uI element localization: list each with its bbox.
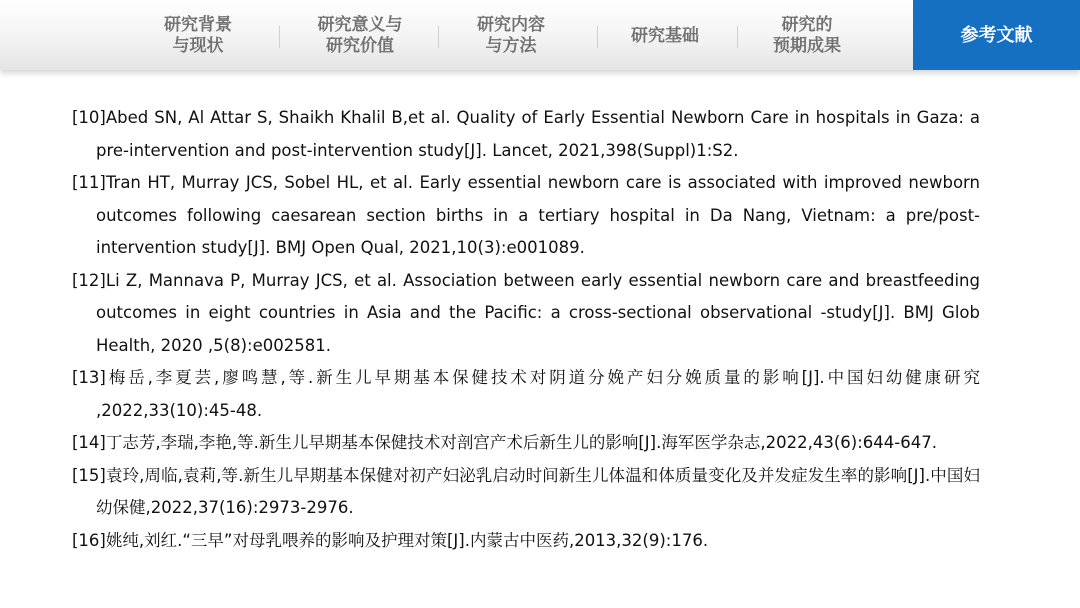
tab-divider bbox=[737, 26, 738, 48]
tab-label-line2: 与方法 bbox=[485, 36, 537, 55]
reference-text: 丁志芳,李瑞,李艳,等.新生儿早期基本保健技术对剖宫产术后新生儿的影响[J].海军医学杂志,2022,43(6):644-647. bbox=[105, 433, 937, 452]
tab-references[interactable] bbox=[913, 0, 1080, 70]
reference-number: [13] bbox=[72, 368, 106, 387]
reference-item bbox=[72, 460, 980, 525]
reference-number: [16] bbox=[72, 530, 106, 550]
reference-text: 姚纯,刘红.“三早”对母乳喂养的影响及护理对策[J].内蒙古中医药,2013,32(9):176. bbox=[105, 530, 709, 550]
reference-item bbox=[72, 265, 980, 363]
reference-number: [12] bbox=[72, 270, 106, 290]
reference-item bbox=[72, 525, 980, 558]
tab-expected-results[interactable] bbox=[742, 0, 872, 70]
reference-text: 梅岳,李夏芸,廖鸣慧,等.新生儿早期基本保健技术对阴道分娩产妇分娩质量的影响[J].中国妇幼健康研究 ,2022,33(10):45-48. bbox=[96, 368, 980, 420]
reference-number: [10] bbox=[72, 108, 106, 127]
tab-research-significance[interactable] bbox=[290, 0, 430, 70]
tab-divider bbox=[279, 26, 280, 48]
tab-research-background[interactable] bbox=[128, 0, 268, 70]
reference-item bbox=[72, 102, 980, 167]
tab-label-line2: 预期成果 bbox=[773, 36, 841, 55]
reference-text: Abed SN, Al Attar S, Shaikh Khalil B,et al. Quality of Early Essential Newborn Care in hospitals in Gaza: a pre-intervention and post-intervention study[J]. Lancet, 2021,398(Suppl)1:S2. bbox=[96, 108, 980, 160]
reference-number: [14] bbox=[72, 433, 106, 452]
tab-research-content[interactable] bbox=[446, 0, 576, 70]
reference-item bbox=[72, 427, 980, 460]
reference-text: Li Z, Mannava P, Murray JCS, et al. Association between early essential newborn care and breastfeeding outcomes in eight countries in Asia and the Pacific: a cross-sectional observational -study[J]. BMJ Glob Health, 2020 ,5(8):e002581. bbox=[96, 270, 980, 355]
reference-item bbox=[72, 167, 980, 265]
tab-label-line1: 研究意义与 bbox=[317, 15, 403, 34]
tab-label-line1: 参考文献 bbox=[960, 24, 1033, 45]
tab-label-line1: 研究基础 bbox=[631, 25, 699, 45]
tab-divider bbox=[597, 26, 598, 48]
reference-list bbox=[72, 102, 980, 557]
tab-label-line2: 研究价值 bbox=[326, 36, 394, 55]
tab-label-line1: 研究的 bbox=[781, 15, 833, 34]
tab-label-line1: 研究背景 bbox=[164, 15, 232, 34]
reference-text: 袁玲,周临,袁莉,等.新生儿早期基本保健对初产妇泌乳启动时间新生儿体温和体质量变化及并发症发生率的影响[J].中国妇幼保健,2022,37(16):2973-2976. bbox=[96, 465, 980, 517]
reference-number: [11] bbox=[72, 173, 106, 192]
reference-number: [15] bbox=[72, 465, 106, 485]
tab-research-foundation[interactable] bbox=[600, 0, 730, 70]
tab-label-line2: 与现状 bbox=[172, 36, 224, 55]
tab-divider bbox=[438, 26, 439, 48]
tab-label-line1: 研究内容 bbox=[477, 15, 545, 34]
reference-text: Tran HT, Murray JCS, Sobel HL, et al. Early essential newborn care is associated with improved newborn outcomes following caesarean section births in a tertiary hospital in Da Nang, Vietnam: a pre/post-intervention study[J]. BMJ Open Qual, 2021,10(3):e001089. bbox=[96, 173, 980, 257]
section-nav bbox=[0, 0, 1080, 70]
reference-item bbox=[72, 362, 980, 427]
